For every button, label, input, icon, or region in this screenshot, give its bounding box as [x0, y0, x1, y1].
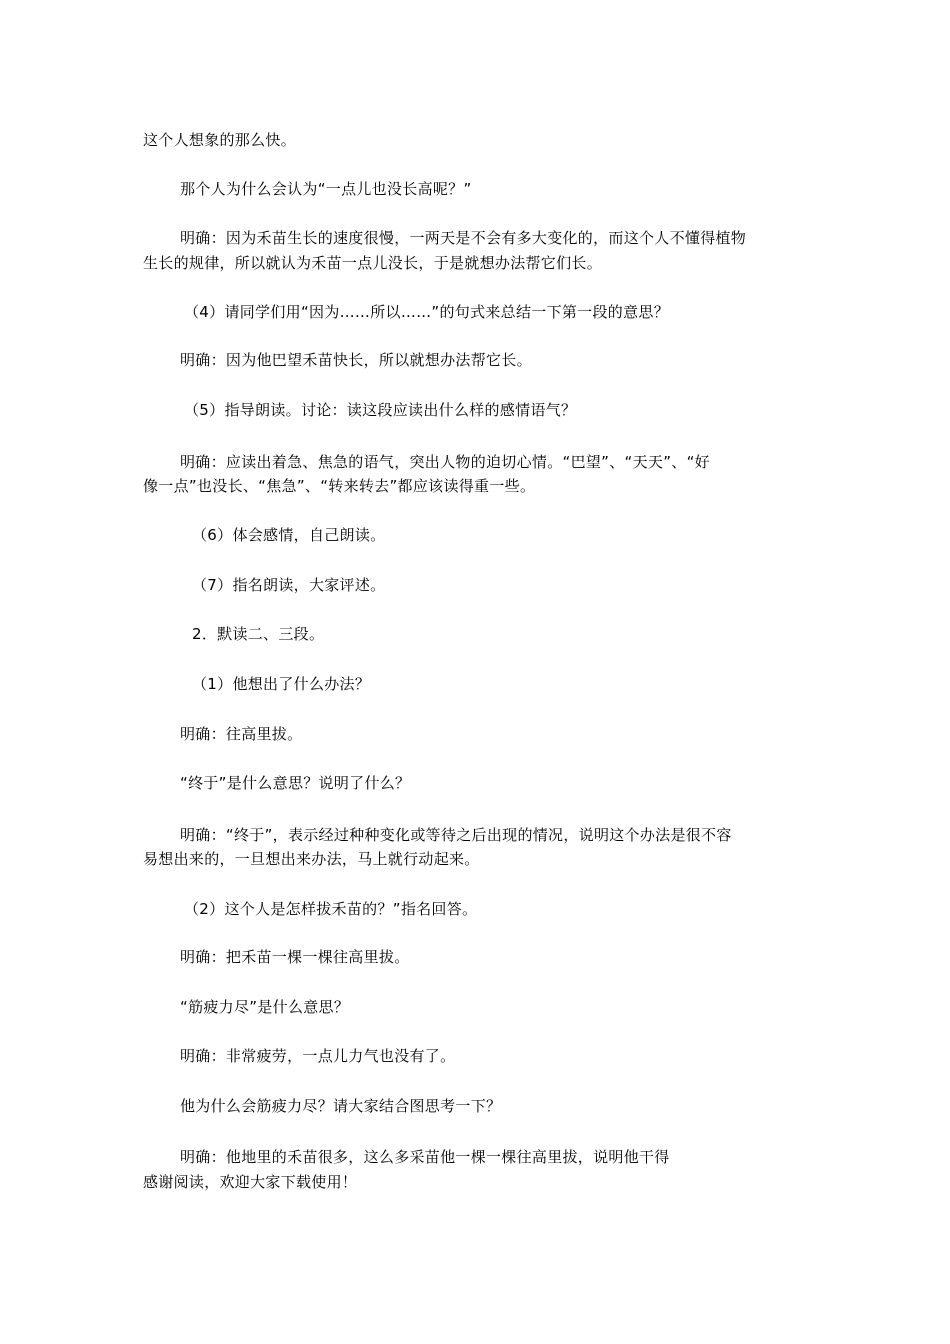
- paragraph-line: （2）这个人是怎样拔禾苗的？”指名回答。: [184, 900, 478, 918]
- paragraph-line: 明确：他地里的禾苗很多，这么多采苗他一棵一棵往高里拔，说明他干得: [180, 1148, 670, 1166]
- paragraph-line: 明确：非常疲劳，一点儿力气也没有了。: [180, 1047, 456, 1065]
- paragraph-line: 2．默读二、三段。: [192, 625, 325, 643]
- paragraph-line: “筋疲力尽”是什么意思？: [180, 998, 350, 1016]
- paragraph-line: （7）指名朗读，大家评述。: [192, 576, 386, 594]
- paragraph-line: 明确：把禾苗一棵一棵往高里拔。: [180, 948, 410, 966]
- paragraph-line: 明确：因为他巴望禾苗快长，所以就想办法帮它长。: [180, 351, 532, 369]
- footer-note: 感谢阅读，欢迎大家下载使用！: [143, 1173, 358, 1191]
- paragraph-line: 明确：“终于”，表示经过种种变化或等待之后出现的情况，说明这个办法是很不容: [180, 826, 732, 844]
- paragraph-line: 明确：往高里拔。: [180, 725, 303, 743]
- paragraph-line: （4）请同学们用“因为……所以……”的句式来总结一下第一段的意思？: [184, 303, 669, 321]
- paragraph-line: 那个人为什么会认为“一点儿也没长高呢？”: [180, 180, 472, 198]
- paragraph-line: “终于”是什么意思？说明了什么？: [180, 774, 411, 792]
- paragraph-line: 明确：应读出着急、焦急的语气，突出人物的迫切心情。“巴望”、“天天”、“好: [180, 453, 710, 471]
- paragraph-line: （1）他想出了什么办法？: [192, 675, 371, 693]
- paragraph-line: 明确：因为禾苗生长的速度很慢，一两天是不会有多大变化的，而这个人不懂得植物: [180, 229, 747, 247]
- paragraph-line: （5）指导朗读。讨论：读这段应读出什么样的感情语气？: [184, 401, 577, 419]
- paragraph-line: 他为什么会筋疲力尽？请大家结合图思考一下？: [180, 1097, 502, 1115]
- paragraph-line: 这个人想象的那么快。: [143, 131, 297, 149]
- paragraph-line: 易想出来的，一旦想出来办法，马上就行动起来。: [143, 850, 480, 868]
- paragraph-line: 像一点”也没长、“焦急”、“转来转去”都应该读得重一些。: [143, 477, 536, 495]
- paragraph-line: （6）体会感情，自己朗读。: [192, 526, 386, 544]
- paragraph-line: 生长的规律，所以就认为禾苗一点儿没长，于是就想办法帮它们长。: [143, 254, 603, 272]
